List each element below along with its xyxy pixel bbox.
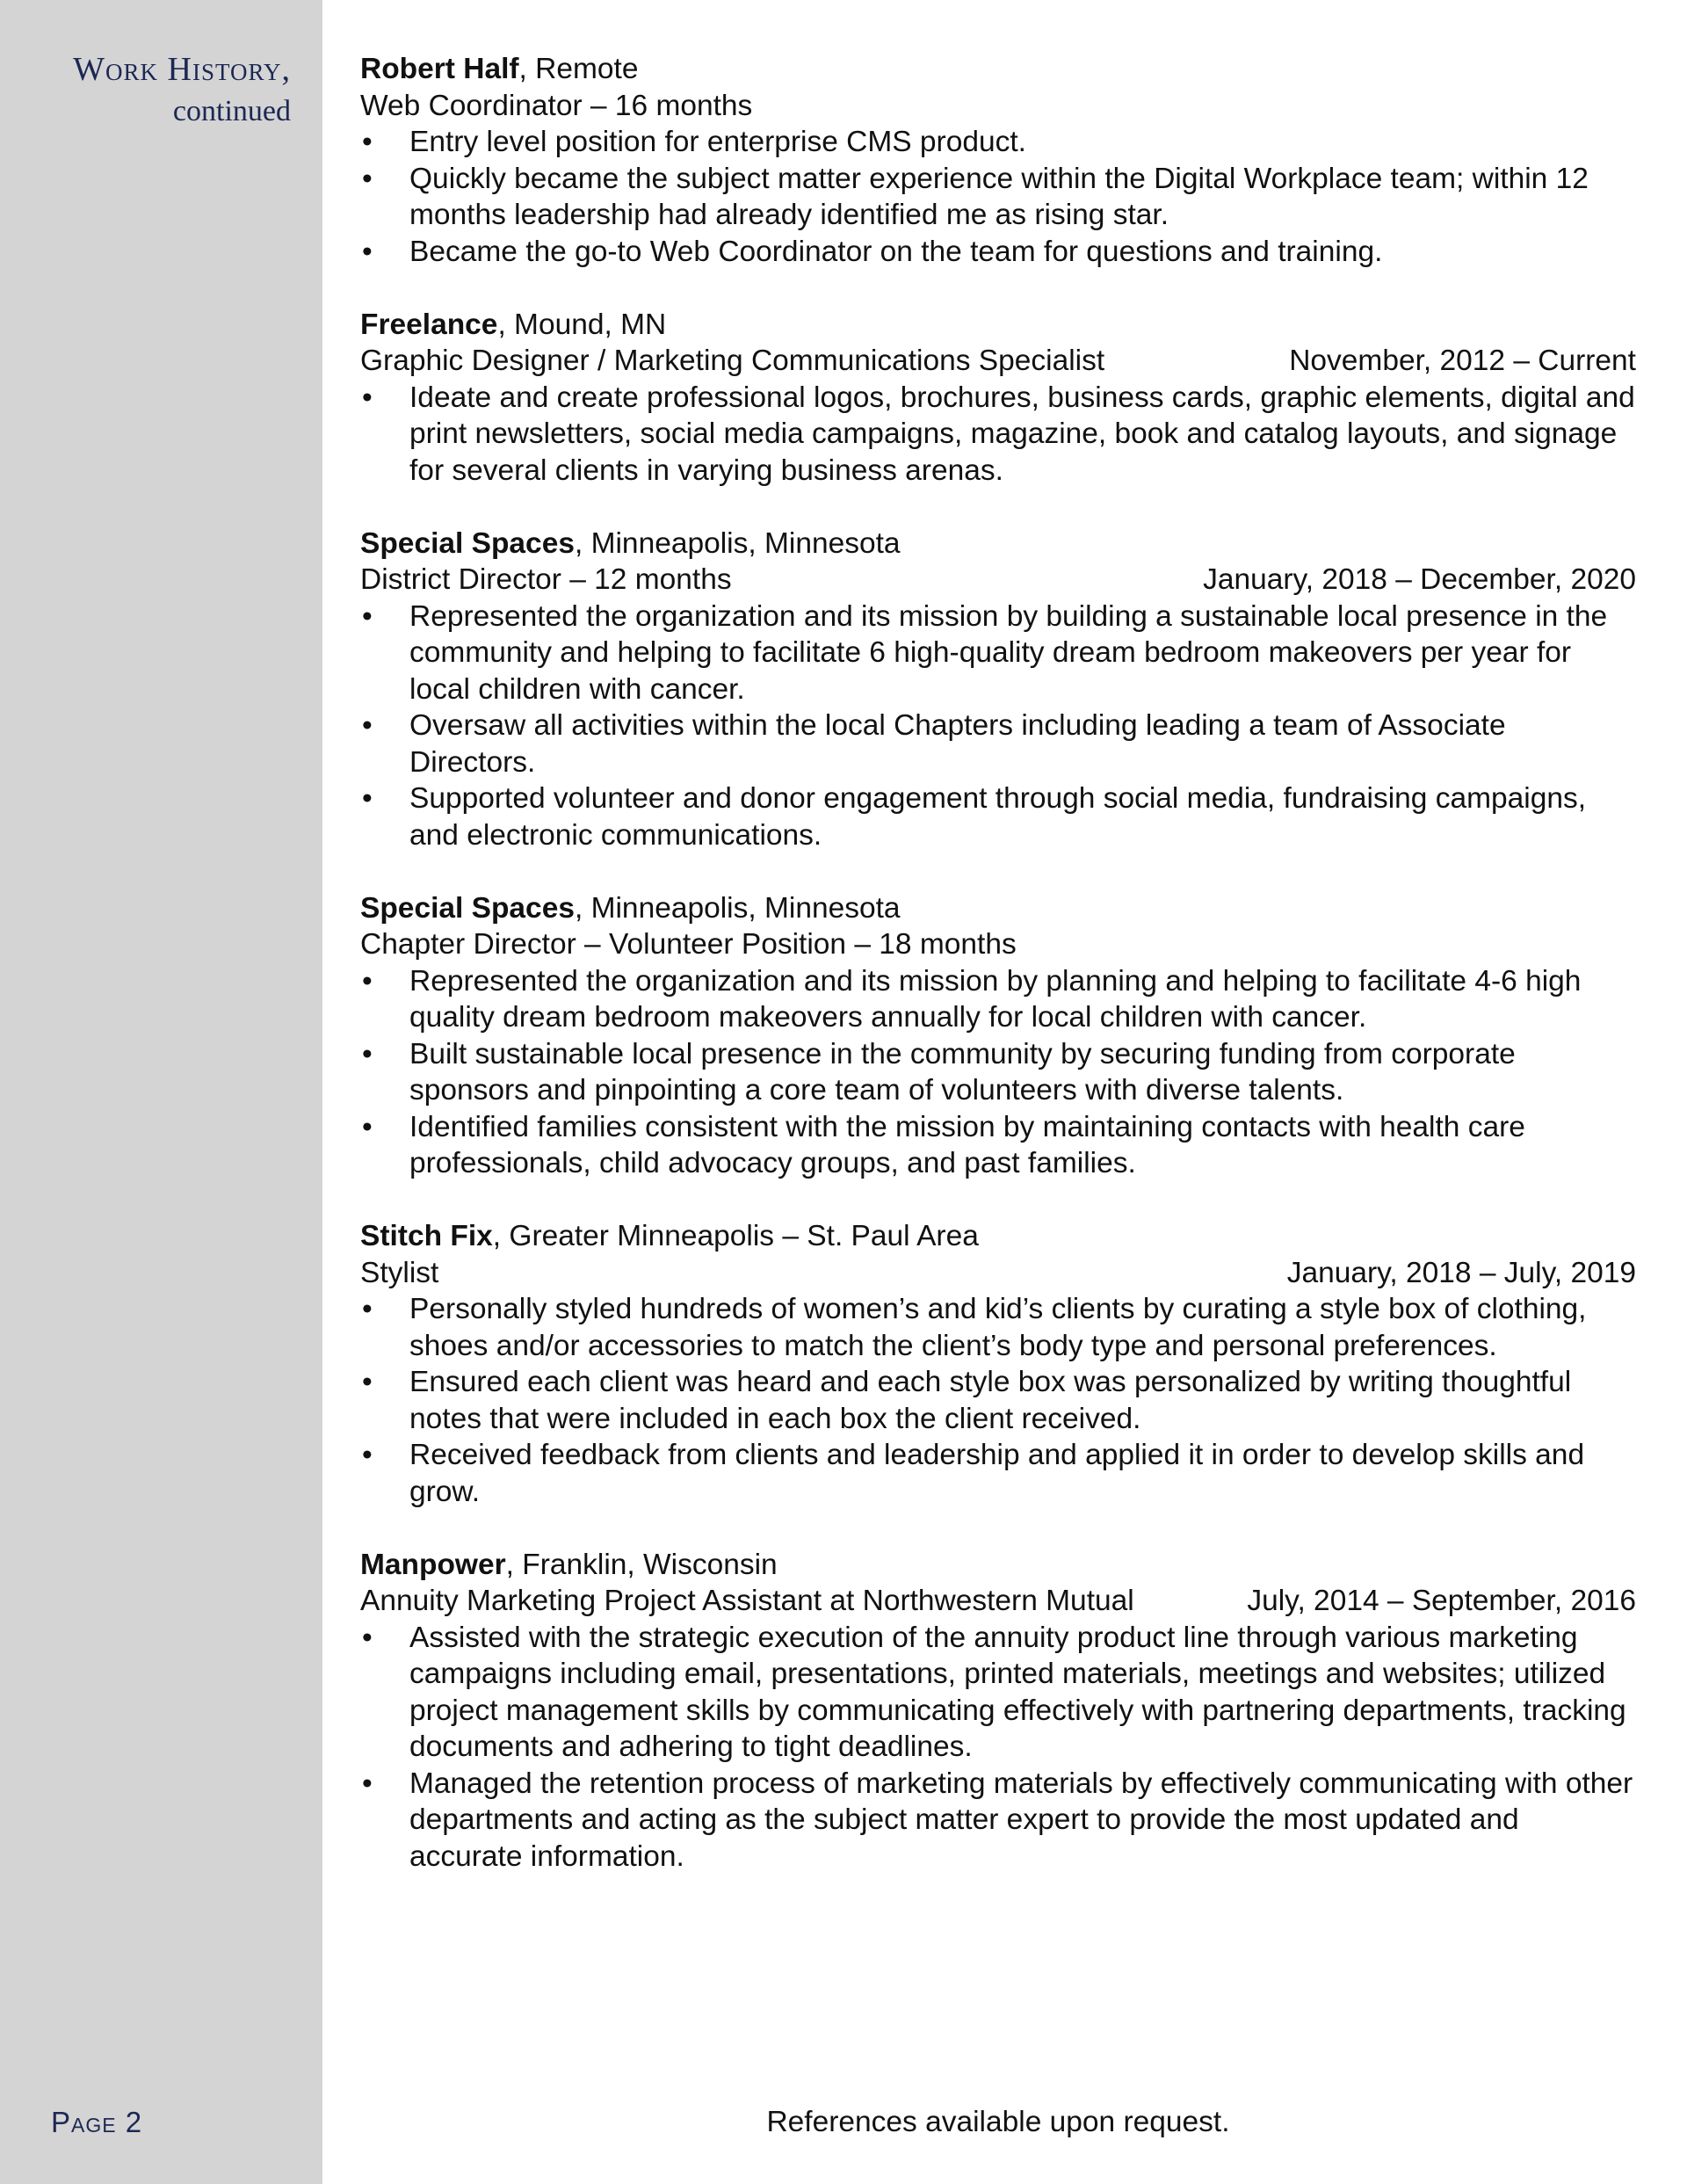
job-title: Web Coordinator – 16 months — [360, 89, 753, 122]
job-title-row — [360, 1583, 1636, 1620]
job-header — [360, 51, 1636, 88]
bullet-text: Represented the organization and its mission by building a sustainable local presence in the community and helping to facilitate 6 high-quality dream bedroom makeovers per year for local children with cancer. — [409, 599, 1608, 706]
bullet-text: Represented the organization and its mission by planning and helping to facilitate 4-6 high quality dream bedroom makeovers annually for local children with cancer. — [409, 964, 1582, 1034]
job-title-row — [360, 1255, 1636, 1292]
company-location: , Remote — [518, 53, 639, 85]
company-name: Manpower — [360, 1548, 506, 1581]
references-note: References available upon request. — [766, 2106, 1230, 2138]
job-title: Annuity Marketing Project Assistant at Northwestern Mutual — [360, 1585, 1134, 1617]
job-dates: January, 2018 – July, 2019 — [1286, 1256, 1636, 1289]
job-entry — [360, 51, 1636, 270]
job-title: District Director – 12 months — [360, 563, 732, 596]
bullet-item — [360, 380, 1636, 490]
company-name: Robert Half — [360, 53, 519, 85]
bullet-icon: • — [362, 1366, 373, 1398]
bullet-icon: • — [362, 1110, 373, 1143]
bullet-text: Supported volunteer and donor engagement through social media, fundraising campaigns, and electronic communications. — [409, 782, 1587, 852]
job-bullets — [360, 599, 1636, 854]
bullet-item — [360, 707, 1636, 780]
job-header — [360, 526, 1636, 562]
job-title: Stylist — [360, 1256, 439, 1289]
job-header — [360, 307, 1636, 344]
bullet-item — [360, 780, 1636, 853]
company-location: , Greater Minneapolis – St. Paul Area — [492, 1220, 979, 1252]
bullet-item — [360, 1620, 1636, 1766]
company-location: , Minneapolis, Minnesota — [574, 526, 901, 560]
bullet-text: Entry level position for enterprise CMS product. — [409, 126, 1026, 158]
job-bullets — [360, 1620, 1636, 1876]
bullet-icon: • — [362, 782, 373, 815]
bullet-icon: • — [362, 235, 373, 268]
job-dates: November, 2012 – Current — [1289, 345, 1636, 377]
bullet-text: Ensured each client was heard and each style box was personalized by writing thoughtful notes that were included in each box the client received. — [409, 1366, 1572, 1435]
job-title-row — [360, 343, 1636, 380]
bullet-item — [360, 234, 1636, 271]
job-entry — [360, 890, 1636, 1182]
bullet-icon: • — [362, 1621, 373, 1654]
bullet-item — [360, 1109, 1636, 1182]
company-name: Freelance — [360, 308, 498, 341]
bullet-item — [360, 1766, 1636, 1876]
bullet-text: Identified families consistent with the mission by maintaining contacts with health care professionals, child advocacy groups, and past families. — [409, 1110, 1525, 1179]
job-bullets — [360, 124, 1636, 270]
bullet-item — [360, 1036, 1636, 1109]
company-name: Special Spaces — [360, 891, 575, 925]
job-title-row — [360, 88, 1636, 125]
bullet-text: Oversaw all activities within the local Chapters including leading a team of Associate Directors. — [409, 709, 1506, 779]
company-name: Stitch Fix — [360, 1220, 493, 1252]
job-entry — [360, 1547, 1636, 1876]
job-bullets — [360, 1291, 1636, 1510]
company-location: , Minneapolis, Minnesota — [574, 891, 901, 925]
bullet-icon: • — [362, 381, 373, 414]
company-location: , Mound, MN — [497, 308, 667, 341]
job-entry — [360, 1218, 1636, 1510]
job-title: Graphic Designer / Marketing Communications Specialist — [360, 345, 1105, 377]
bullet-item — [360, 161, 1636, 234]
job-entry — [360, 526, 1636, 854]
job-title: Chapter Director – Volunteer Position – 18 months — [360, 928, 1017, 961]
job-dates: January, 2018 – December, 2020 — [1203, 563, 1636, 596]
bullet-icon: • — [362, 126, 373, 158]
job-dates: July, 2014 – September, 2016 — [1247, 1585, 1636, 1617]
section-heading — [0, 49, 291, 132]
work-history-list — [360, 51, 1636, 1912]
bullet-item — [360, 963, 1636, 1036]
bullet-text: Managed the retention process of marketing materials by effectively communicating with other departments and acting as the subject matter expert to provide the most updated and accurate information. — [409, 1767, 1633, 1873]
bullet-icon: • — [362, 1293, 373, 1325]
bullet-icon: • — [362, 1767, 373, 1800]
bullet-item — [360, 599, 1636, 708]
bullet-icon: • — [362, 1037, 373, 1070]
bullet-text: Became the go-to Web Coordinator on the team for questions and training. — [409, 235, 1383, 268]
bullet-item — [360, 1364, 1636, 1437]
bullet-item — [360, 1291, 1636, 1364]
bullet-text: Ideate and create professional logos, brochures, business cards, graphic elements, digital and print newsletters, social media campaigns, magazine, book and catalog layouts, and signage for several clients in varying business arenas. — [409, 381, 1635, 487]
job-title-row — [360, 926, 1636, 963]
bullet-text: Quickly became the subject matter experience within the Digital Workplace team; within 12 months leadership had already identified me as rising star. — [409, 162, 1589, 231]
page-number: Page 2 — [51, 2106, 143, 2138]
job-header — [360, 1218, 1636, 1255]
job-header — [360, 1547, 1636, 1584]
bullet-text: Built sustainable local presence in the community by securing funding from corporate sponsors and pinpointing a core team of volunteers with diverse talents. — [409, 1037, 1516, 1107]
job-header — [360, 890, 1636, 927]
job-bullets — [360, 380, 1636, 490]
bullet-icon: • — [362, 964, 373, 998]
section-heading-title: Work History, — [73, 51, 291, 88]
company-name: Special Spaces — [360, 526, 575, 560]
bullet-icon: • — [362, 162, 373, 195]
sidebar — [0, 0, 322, 2184]
bullet-text: Personally styled hundreds of women’s and kid’s clients by curating a style box of clothing, shoes and/or accessories to match the client’s body type and personal preferences. — [409, 1293, 1587, 1362]
job-title-row — [360, 562, 1636, 599]
section-heading-subtitle: continued — [172, 95, 291, 127]
bullet-text: Assisted with the strategic execution of the annuity product line through various marketing campaigns including email, presentations, printed materials, meetings and websites; utilized project management skills by communicating effectively with partnering departments, tracking documents and adhering to tight deadlines. — [409, 1621, 1626, 1763]
bullet-item — [360, 1437, 1636, 1510]
job-bullets — [360, 963, 1636, 1182]
bullet-item — [360, 124, 1636, 161]
bullet-icon: • — [362, 709, 373, 742]
bullet-text: Received feedback from clients and leadership and applied it in order to develop skills and grow. — [409, 1439, 1585, 1508]
job-entry — [360, 307, 1636, 490]
bullet-icon: • — [362, 599, 373, 633]
company-location: , Franklin, Wisconsin — [505, 1548, 778, 1581]
bullet-icon: • — [362, 1439, 373, 1471]
